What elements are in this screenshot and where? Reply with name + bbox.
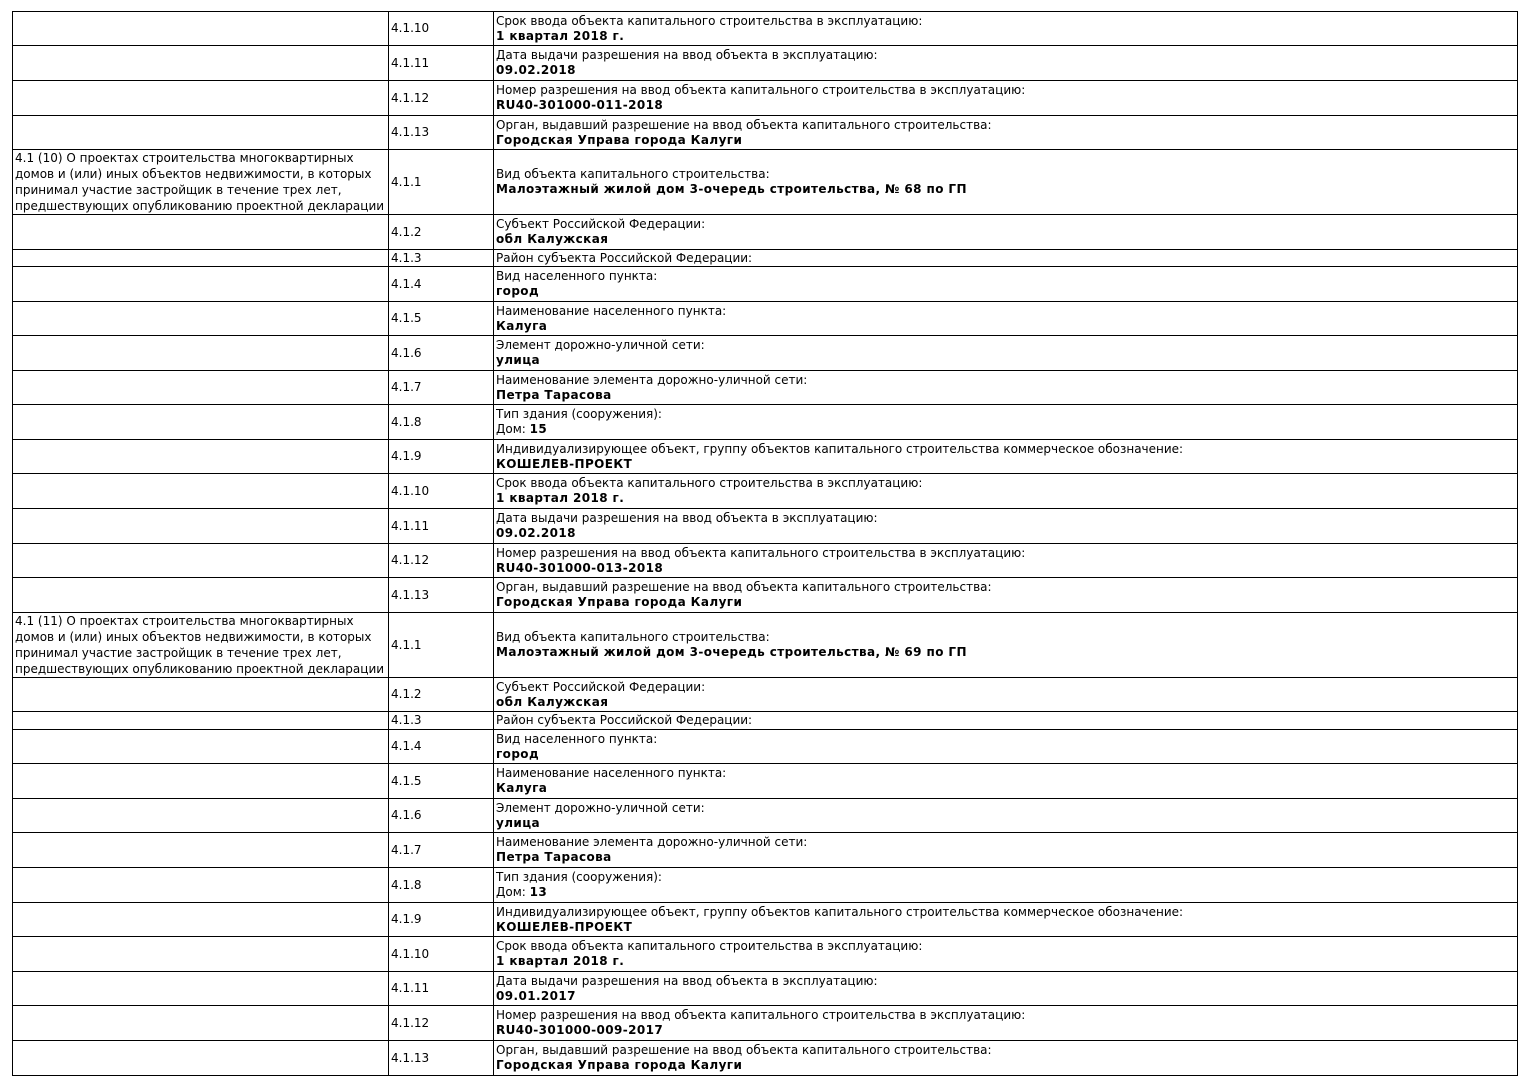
item-value-line [496, 388, 1515, 403]
item-content [494, 12, 1518, 46]
item-label: Дата выдачи разрешения на ввод объекта в эксплуатацию: [496, 48, 878, 62]
section-cell [13, 1006, 389, 1041]
item-label: Район субъекта Российской Федерации: [496, 250, 753, 265]
table-row [13, 544, 1518, 578]
item-value-line [496, 1023, 1515, 1038]
item-content [494, 302, 1518, 336]
item-content [494, 267, 1518, 302]
section-cell [13, 712, 389, 730]
item-label: Орган, выдавший разрешение на ввод объекта капитального строительства: [496, 1043, 992, 1057]
item-value-prefix: Дом: [496, 885, 530, 899]
item-value: 15 [529, 422, 548, 436]
table-row [13, 868, 1518, 903]
table-row [13, 440, 1518, 474]
item-number: 4.1.11 [389, 972, 494, 1006]
item-content [494, 730, 1518, 764]
item-value: Городская Управа города Калуги [496, 132, 743, 147]
item-value: обл Калужская [496, 232, 609, 246]
table-row [13, 678, 1518, 712]
item-value: улица [496, 815, 541, 830]
item-value-line [496, 319, 1515, 334]
item-value-prefix: Дом: [496, 422, 530, 436]
item-number: 4.1.10 [389, 12, 494, 46]
item-value: 1 квартал 2018 г. [496, 28, 625, 43]
item-label: Срок ввода объекта капитального строительства в эксплуатацию: [496, 13, 923, 28]
item-number: 4.1.13 [389, 578, 494, 613]
item-label: Дата выдачи разрешения на ввод объекта в эксплуатацию: [496, 973, 878, 988]
item-value-line [496, 284, 1515, 299]
table-row [13, 1041, 1518, 1076]
section-cell [13, 302, 389, 336]
item-value-line [496, 561, 1515, 576]
item-content [494, 474, 1518, 509]
section-cell [13, 868, 389, 903]
item-label: Наименование элемента дорожно-уличной сети: [496, 835, 808, 849]
section-cell [13, 46, 389, 81]
item-value-line [496, 353, 1515, 368]
section-cell [13, 544, 389, 578]
item-number: 4.1.3 [389, 712, 494, 730]
item-number: 4.1.12 [389, 81, 494, 116]
item-label: Наименование элемента дорожно-уличной сети: [496, 372, 808, 387]
item-value-line [496, 595, 1515, 610]
item-label: Номер разрешения на ввод объекта капитального строительства в эксплуатацию: [496, 1008, 1026, 1022]
item-number: 4.1.13 [389, 1041, 494, 1076]
item-value-line [496, 695, 1515, 710]
table-row [13, 937, 1518, 972]
item-value-line [496, 989, 1515, 1004]
table-row [13, 302, 1518, 336]
item-number: 4.1.5 [389, 302, 494, 336]
item-value: улица [496, 353, 541, 367]
section-cell [13, 678, 389, 712]
item-label: Номер разрешения на ввод объекта капитального строительства в эксплуатацию: [496, 545, 1026, 560]
item-content [494, 81, 1518, 116]
item-value-line [496, 954, 1515, 969]
item-value: город [496, 284, 540, 298]
item-content [494, 1006, 1518, 1041]
item-value-line [496, 98, 1515, 113]
table-row [13, 474, 1518, 509]
item-value: обл Калужская [496, 694, 609, 709]
item-label: Тип здания (сооружения): [496, 870, 662, 884]
item-content [494, 799, 1518, 833]
section-cell [13, 474, 389, 509]
section-cell [13, 764, 389, 799]
item-label: Вид населенного пункта: [496, 731, 658, 746]
table-row [13, 405, 1518, 440]
item-content [494, 116, 1518, 150]
section-title-cell: 4.1 (10) О проектах строительства многоквартирных домов и (или) иных объектов недвижимости, в которых принимал участие застройщик в течение трех лет, предшествующих опубликованию проектной декларации [13, 150, 389, 215]
section-cell [13, 215, 389, 250]
table-row [13, 578, 1518, 613]
item-value-line [496, 457, 1515, 472]
table-row [13, 799, 1518, 833]
item-content [494, 46, 1518, 81]
item-content [494, 937, 1518, 972]
item-value: Малоэтажный жилой дом 3-очередь строительства, № 68 по ГП [496, 182, 967, 196]
item-label: Вид объекта капитального строительства: [496, 167, 770, 181]
table-row [13, 12, 1518, 46]
section-cell [13, 1041, 389, 1076]
item-value: RU40-301000-011-2018 [496, 98, 664, 112]
item-value: Городская Управа города Калуги [496, 595, 743, 609]
item-value-line [496, 747, 1515, 762]
item-value-line [496, 850, 1515, 865]
item-content [494, 336, 1518, 371]
section-cell [13, 972, 389, 1006]
item-content [494, 544, 1518, 578]
item-value-line [496, 526, 1515, 541]
declaration-table [12, 11, 1518, 1076]
table-row [13, 1006, 1518, 1041]
item-value: КОШЕЛЕВ-ПРОЕКТ [496, 919, 633, 934]
item-content [494, 972, 1518, 1006]
declaration-table-body [13, 12, 1518, 1076]
item-label: Индивидуализирующее объект, группу объектов капитального строительства коммерческое обозначение: [496, 904, 1184, 919]
item-number: 4.1.13 [389, 116, 494, 150]
item-value-line [496, 422, 1515, 437]
table-row [13, 712, 1518, 730]
item-label: Срок ввода объекта капитального строительства в эксплуатацию: [496, 939, 923, 953]
item-value: RU40-301000-013-2018 [496, 560, 664, 575]
table-row [13, 81, 1518, 116]
item-value-line [496, 29, 1515, 44]
item-number: 4.1.10 [389, 474, 494, 509]
item-label: Элемент дорожно-уличной сети: [496, 800, 705, 815]
section-cell [13, 336, 389, 371]
item-value-line [496, 133, 1515, 148]
item-content [494, 509, 1518, 544]
item-content [494, 613, 1518, 678]
table-row [13, 336, 1518, 371]
section-cell [13, 903, 389, 937]
item-value-line [496, 63, 1515, 78]
item-value: Петра Тарасова [496, 387, 612, 402]
item-number: 4.1.4 [389, 267, 494, 302]
item-number: 4.1.7 [389, 371, 494, 405]
table-row [13, 509, 1518, 544]
item-number: 4.1.11 [389, 509, 494, 544]
item-content [494, 833, 1518, 868]
item-label: Субъект Российской Федерации: [496, 217, 706, 231]
table-row [13, 833, 1518, 868]
table-row [13, 215, 1518, 250]
section-cell [13, 81, 389, 116]
item-value-line [496, 816, 1515, 831]
item-value: 09.01.2017 [496, 988, 576, 1003]
table-row [13, 267, 1518, 302]
section-cell [13, 405, 389, 440]
item-number: 4.1.7 [389, 833, 494, 868]
section-title-cell: 4.1 (11) О проектах строительства многоквартирных домов и (или) иных объектов недвижимости, в которых принимал участие застройщик в течение трех лет, предшествующих опубликованию проектной декларации [13, 613, 389, 678]
table-row [13, 150, 1518, 215]
item-number: 4.1.8 [389, 405, 494, 440]
item-label: Орган, выдавший разрешение на ввод объекта капитального строительства: [496, 580, 992, 594]
item-content [494, 440, 1518, 474]
item-content [494, 868, 1518, 903]
section-cell [13, 440, 389, 474]
item-value-line [496, 1058, 1515, 1073]
item-content [494, 678, 1518, 712]
item-content [494, 371, 1518, 405]
section-cell [13, 12, 389, 46]
item-value: КОШЕЛЕВ-ПРОЕКТ [496, 456, 633, 471]
section-cell [13, 267, 389, 302]
item-value: 13 [529, 885, 548, 899]
item-number: 4.1.2 [389, 678, 494, 712]
table-row [13, 903, 1518, 937]
section-cell [13, 250, 389, 267]
item-value: 1 квартал 2018 г. [496, 954, 625, 968]
section-cell [13, 937, 389, 972]
item-label: Элемент дорожно-уличной сети: [496, 338, 705, 352]
section-cell [13, 799, 389, 833]
item-value-line [496, 645, 1515, 660]
item-value-line [496, 920, 1515, 935]
item-number: 4.1.6 [389, 336, 494, 371]
table-row [13, 764, 1518, 799]
item-label: Срок ввода объекта капитального строительства в эксплуатацию: [496, 476, 923, 490]
item-value: 1 квартал 2018 г. [496, 491, 625, 505]
item-value: Городская Управа города Калуги [496, 1058, 743, 1072]
item-value: RU40-301000-009-2017 [496, 1023, 664, 1037]
item-number: 4.1.9 [389, 440, 494, 474]
item-content [494, 250, 1518, 267]
item-value: 09.02.2018 [496, 63, 576, 77]
item-content [494, 712, 1518, 730]
item-value: Петра Тарасова [496, 850, 612, 864]
item-number: 4.1.5 [389, 764, 494, 799]
table-row [13, 116, 1518, 150]
item-content [494, 150, 1518, 215]
table-row [13, 730, 1518, 764]
item-label: Тип здания (сооружения): [496, 407, 662, 421]
table-row [13, 371, 1518, 405]
item-number: 4.1.6 [389, 799, 494, 833]
item-number: 4.1.12 [389, 1006, 494, 1041]
item-label: Орган, выдавший разрешение на ввод объекта капитального строительства: [496, 117, 992, 132]
item-content [494, 215, 1518, 250]
item-value: город [496, 746, 540, 761]
item-number: 4.1.12 [389, 544, 494, 578]
item-content [494, 1041, 1518, 1076]
table-row [13, 613, 1518, 678]
item-number: 4.1.11 [389, 46, 494, 81]
item-content [494, 903, 1518, 937]
section-cell [13, 116, 389, 150]
item-label: Дата выдачи разрешения на ввод объекта в эксплуатацию: [496, 511, 878, 525]
item-content [494, 578, 1518, 613]
section-cell [13, 371, 389, 405]
table-row [13, 972, 1518, 1006]
item-label: Индивидуализирующее объект, группу объектов капитального строительства коммерческое обозначение: [496, 441, 1184, 456]
item-content [494, 764, 1518, 799]
item-content [494, 405, 1518, 440]
item-value: Калуга [496, 781, 548, 795]
item-value: 09.02.2018 [496, 526, 576, 540]
item-value-line [496, 885, 1515, 900]
item-number: 4.1.4 [389, 730, 494, 764]
item-label: Наименование населенного пункта: [496, 766, 727, 780]
item-value-line [496, 232, 1515, 247]
item-label: Вид населенного пункта: [496, 269, 658, 283]
section-cell [13, 509, 389, 544]
item-number: 4.1.8 [389, 868, 494, 903]
item-value: Калуга [496, 318, 548, 333]
item-value-line [496, 491, 1515, 506]
item-label: Субъект Российской Федерации: [496, 679, 706, 694]
item-number: 4.1.1 [389, 150, 494, 215]
item-value-line [496, 182, 1515, 197]
table-row [13, 250, 1518, 267]
item-number: 4.1.2 [389, 215, 494, 250]
item-number: 4.1.10 [389, 937, 494, 972]
section-cell [13, 578, 389, 613]
item-label: Вид объекта капитального строительства: [496, 630, 770, 644]
section-cell [13, 730, 389, 764]
item-label: Район субъекта Российской Федерации: [496, 713, 753, 727]
item-value-line [496, 781, 1515, 796]
item-value: Малоэтажный жилой дом 3-очередь строительства, № 69 по ГП [496, 645, 967, 659]
item-label: Наименование населенного пункта: [496, 303, 727, 318]
section-cell [13, 833, 389, 868]
item-number: 4.1.1 [389, 613, 494, 678]
item-label: Номер разрешения на ввод объекта капитального строительства в эксплуатацию: [496, 83, 1026, 97]
item-number: 4.1.3 [389, 250, 494, 267]
item-number: 4.1.9 [389, 903, 494, 937]
table-row [13, 46, 1518, 81]
